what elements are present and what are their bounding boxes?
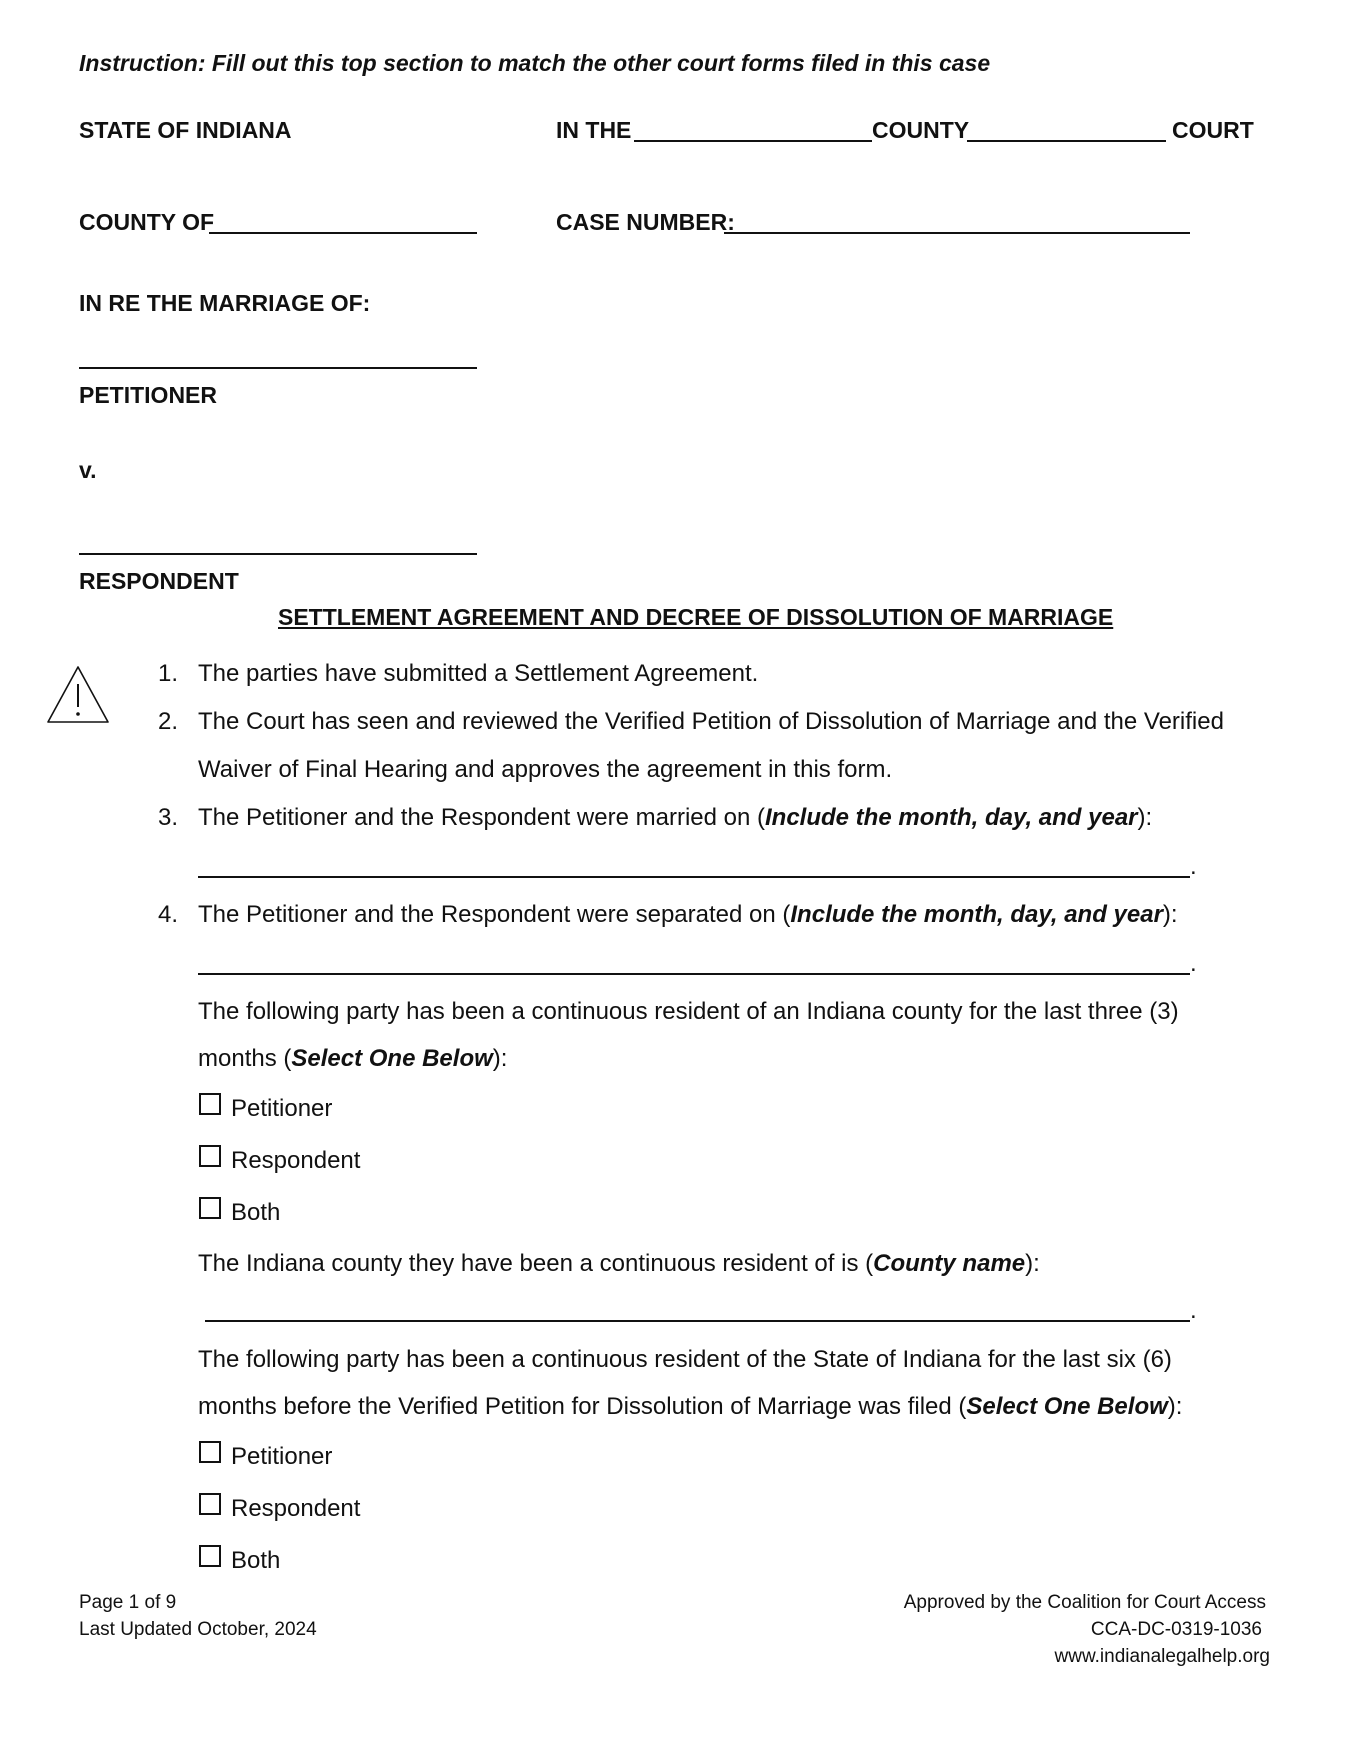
checkbox-label: Petitioner (231, 1095, 333, 1122)
text-post: ): (1025, 1250, 1040, 1277)
checkbox-label: Both (231, 1199, 281, 1226)
item-text (198, 901, 1178, 929)
in-the-label: IN THE (556, 117, 632, 143)
county-petitioner-checkbox[interactable] (199, 1093, 221, 1115)
county-both-checkbox[interactable] (199, 1197, 221, 1219)
county-of-field[interactable] (209, 232, 477, 234)
marriage-date-field[interactable] (198, 876, 1190, 878)
state-residence-select-text (198, 1393, 1182, 1421)
text-pre: months before the Verified Petition for Dissolution of Marriage was filed ( (198, 1393, 967, 1420)
item-number: 2. (158, 708, 179, 735)
item-text-post: ): (1137, 804, 1153, 831)
item-text-pre: The Petitioner and the Respondent were separated on ( (198, 901, 791, 928)
text-pre: months ( (198, 1045, 292, 1072)
court-word-label: COURT (1172, 117, 1254, 143)
respondent-label: RESPONDENT (79, 568, 239, 594)
item-text-emphasis: Include the month, day, and year (765, 804, 1138, 831)
checkbox-label: Respondent (231, 1495, 361, 1522)
text-emphasis: Select One Below (966, 1393, 1168, 1420)
approved-by: Approved by the Coalition for Court Access (903, 1592, 1266, 1613)
period-mark: . (1190, 853, 1197, 880)
residence-county-field[interactable] (205, 1320, 1190, 1322)
period-mark: . (1190, 950, 1197, 977)
text-post: ): (492, 1045, 508, 1072)
item-text-pre: The Petitioner and the Respondent were married on ( (198, 804, 765, 831)
document-title: SETTLEMENT AGREEMENT AND DECREE OF DISSOLUTION OF MARRIAGE (278, 604, 1114, 630)
last-updated: Last Updated October, 2024 (79, 1619, 317, 1640)
separation-date-field[interactable] (198, 973, 1190, 975)
item-text-emphasis: Include the month, day, and year (790, 901, 1163, 928)
court-name-field[interactable] (967, 140, 1166, 142)
in-re-label: IN RE THE MARRIAGE OF: (79, 290, 371, 316)
state-residence-text: The following party has been a continuous resident of the State of Indiana for the last six (6) (198, 1346, 1172, 1373)
text-emphasis: Select One Below (291, 1045, 493, 1072)
county-respondent-checkbox[interactable] (199, 1145, 221, 1167)
period-mark: . (1190, 1297, 1197, 1324)
county-residence-select-text (198, 1045, 507, 1073)
respondent-name-field[interactable] (79, 553, 477, 555)
county-word-label: COUNTY (872, 117, 970, 143)
case-number-field[interactable] (724, 232, 1190, 234)
checkbox-label: Respondent (231, 1147, 361, 1174)
case-number-label: CASE NUMBER: (556, 209, 735, 235)
versus-label: v. (79, 457, 97, 483)
text-post: ): (1167, 1393, 1183, 1420)
state-label: STATE OF INDIANA (79, 117, 292, 143)
checkbox-label: Petitioner (231, 1443, 333, 1470)
warning-triangle-icon (45, 664, 111, 726)
form-code: CCA-DC-0319-1036 (1090, 1619, 1262, 1640)
county-name-question (198, 1250, 1040, 1278)
state-petitioner-checkbox[interactable] (199, 1441, 221, 1463)
county-name-field[interactable] (634, 140, 872, 142)
state-respondent-checkbox[interactable] (199, 1493, 221, 1515)
petitioner-label: PETITIONER (79, 382, 218, 408)
county-residence-text: The following party has been a continuous resident of an Indiana county for the last three (3) (198, 998, 1179, 1025)
page-number: Page 1 of 9 (79, 1592, 177, 1613)
item-text (198, 804, 1152, 832)
item-number: 4. (158, 901, 179, 928)
website-link[interactable]: www.indianalegalhelp.org (1054, 1646, 1270, 1667)
item-text: The Court has seen and reviewed the Verified Petition of Dissolution of Marriage and the Verified (198, 708, 1224, 735)
item-text-post: ): (1162, 901, 1178, 928)
item-number: 1. (158, 660, 179, 687)
checkbox-label: Both (231, 1547, 281, 1574)
item-number: 3. (158, 804, 179, 831)
item-text-continued: Waiver of Final Hearing and approves the agreement in this form. (198, 756, 893, 783)
petitioner-name-field[interactable] (79, 367, 477, 369)
text-emphasis: County name (873, 1250, 1026, 1277)
text-pre: The Indiana county they have been a continuous resident of is ( (198, 1250, 874, 1277)
item-text: The parties have submitted a Settlement Agreement. (198, 660, 759, 687)
instruction-text: Instruction: Fill out this top section to match the other court forms filed in this case (79, 50, 991, 76)
county-of-label: COUNTY OF (79, 209, 215, 235)
state-both-checkbox[interactable] (199, 1545, 221, 1567)
